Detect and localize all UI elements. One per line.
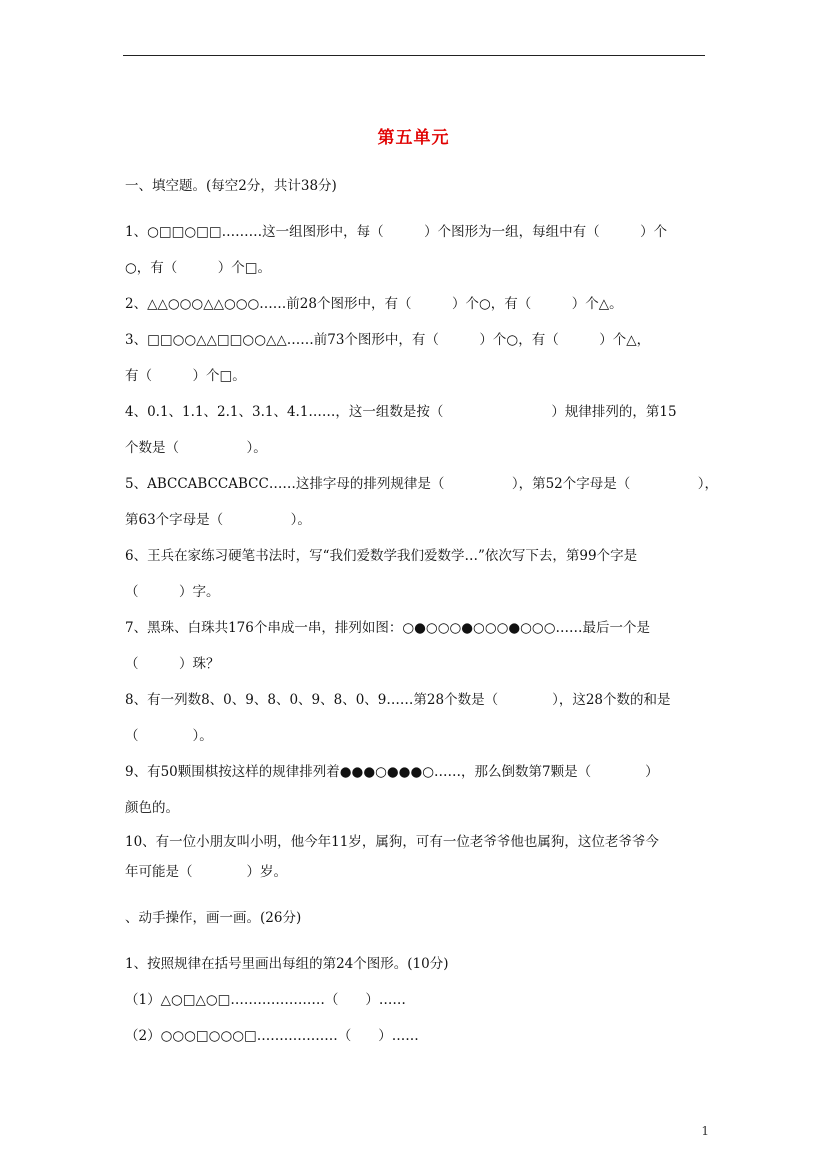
section-heading: 一、填空题。(每空2分，共计38分) — [125, 178, 337, 194]
question-line: 个数是（ ）。 — [125, 440, 267, 456]
header-rule — [123, 55, 705, 56]
question-line: 6、王兵在家练习硬笔书法时，写“我们爱数学我们爱数学…”依次写下去，第99个字是 — [125, 548, 638, 564]
question-line: （ ）。 — [125, 728, 213, 744]
question-line: 4、0.1、1.1、2.1、3.1、4.1……，这一组数是按（ ）规律排列的，第15 — [125, 404, 677, 420]
question-line: 年可能是（ ）岁。 — [125, 864, 287, 880]
question-line: 2、△△○○○△△○○○……前28个图形中，有（ ）个○，有（ ）个△。 — [125, 296, 623, 312]
question-line: 10、有一位小朋友叫小明，他今年11岁，属狗，可有一位老爷爷他也属狗，这位老爷爷今 — [125, 834, 659, 850]
question-line: 3、□□○○△△□□○○△△……前73个图形中，有（ ）个○，有（ ）个△， — [125, 332, 651, 348]
question-line: 8、有一列数8、0、9、8、0、9、8、0、9……第28个数是（ ），这28个数的和是 — [125, 692, 671, 708]
question-line: 9、有50颗围棋按这样的规律排列着●●●○●●●○……，那么倒数第7颗是（ ） — [125, 764, 659, 780]
question-line: 5、ABCCABCCABCC……这排字母的排列规律是（ ），第52个字母是（ ）， — [125, 476, 719, 492]
question-line: 颜色的。 — [125, 800, 179, 816]
question-line: 第63个字母是（ ）。 — [125, 512, 311, 528]
question-line: 7、黑珠、白珠共176个串成一串，排列如图：○●○○○●○○○●○○○……最后一个是 — [125, 620, 650, 636]
question-line: 1、○□□○□□………这一组图形中，每（ ）个图形为一组，每组中有（ ）个 — [125, 224, 668, 240]
page-number: 1 — [701, 1124, 709, 1138]
page-title: 第五单元 — [377, 128, 450, 148]
question-line: （ ）珠？ — [125, 656, 220, 672]
question-line: ○，有（ ）个□。 — [125, 260, 272, 276]
question-line: 有（ ）个□。 — [125, 368, 246, 384]
section-heading: 、动手操作，画一画。(26分) — [125, 910, 302, 926]
question-line: （1）△○□△○□…………………（ ）…… — [125, 992, 406, 1008]
question-line: 1、按照规律在括号里画出每组的第24个图形。(10分) — [125, 956, 449, 972]
question-line: （2）○○○□○○○□………………（ ）…… — [125, 1028, 419, 1044]
question-line: （ ）字。 — [125, 584, 220, 600]
